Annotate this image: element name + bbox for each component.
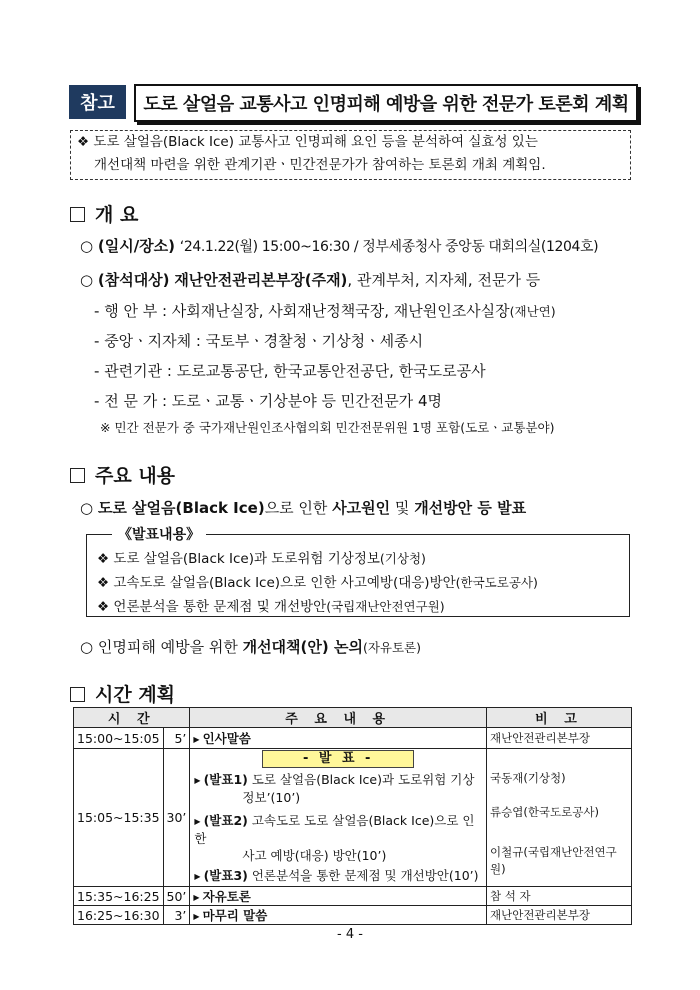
square-bullet-icon [70, 468, 85, 483]
column-header-time: 시 간 [74, 708, 190, 728]
diamond-bullet-icon: ❖ [97, 575, 114, 591]
document-title: 도로 살얼음 교통사고 인명피해 예방을 위한 전문가 토론회 계획 [134, 84, 638, 122]
presentation-2-cont: 사고 예방(대응) 방안(10’) [242, 848, 387, 863]
page-number: - 4 - [337, 927, 363, 942]
reference-mark-icon: ※ [100, 420, 115, 435]
participants-line: ○ (참석대상) 재난안전관리본부장(주재), 관계부처, 지자체, 전문가 등 [80, 271, 541, 289]
section-heading-main-content: 주요 내용 [70, 461, 175, 488]
participant-item: - 전 문 가 : 도로ㆍ교통ㆍ기상분야 등 민간전문가 4명 [94, 392, 442, 410]
presentation-1: ▶ (발표1) 도로 살얼음(Black Ice)과 도로위험 기상 [194, 772, 475, 787]
triangle-bullet-icon: ▶ [194, 872, 201, 881]
time-cell: 15:00~15:05 [74, 728, 164, 749]
duration-cell: 50’ [163, 887, 190, 906]
circle-bullet-icon: ○ [80, 499, 98, 517]
note-cell: 재난안전관리본부장 [487, 906, 632, 925]
triangle-bullet-icon: ▶ [193, 735, 200, 744]
participants-note: ※ 민간 전문가 중 국가재난원인조사협의회 민간전문위원 1명 포함(도로ㆍ교통분야) [100, 420, 555, 435]
time-cell: 16:25~16:30 [74, 906, 164, 925]
table-row [74, 728, 632, 749]
participant-item: - 중앙ㆍ지자체 : 국토부ㆍ경찰청ㆍ기상청ㆍ세종시 [94, 332, 424, 350]
table-header-row [74, 708, 632, 728]
table-row [74, 749, 632, 887]
content-cell: ▶ 인사말씀 [190, 728, 487, 749]
duration-cell: 30’ [163, 749, 190, 887]
presentation-content-box [86, 534, 630, 617]
title-tag: 참고 [69, 85, 126, 119]
schedule-line: ○ (일시/장소) ‘24.1.22(월) 15:00~16:30 / 정부세종청사 중앙동 대회의실(1204호) [80, 237, 599, 255]
presentation-3: ▶ (발표3) 언론분석을 통한 문제점 및 개선방안(10’) [194, 868, 479, 883]
duration-cell: 3’ [163, 906, 190, 925]
content-box-title: 《발표내용》 [112, 524, 206, 544]
participant-item: - 행 안 부 : 사회재난실장, 사회재난정책국장, 재난원인조사실장(재난연) [94, 302, 556, 320]
triangle-bullet-icon: ▶ [194, 776, 201, 785]
summary-box [70, 130, 631, 180]
note-cell: 참 석 자 [487, 887, 632, 906]
triangle-bullet-icon: ▶ [194, 817, 201, 826]
timetable [73, 707, 632, 925]
table-row [74, 906, 632, 925]
summary-line: 개선대책 마련을 위한 관계기관ㆍ민간전문가가 참여하는 토론회 개최 계획임. [94, 157, 546, 173]
presenter-1: 국동재(기상청) [490, 771, 566, 785]
presenter-2: 류승엽(한국도로공사) [490, 805, 599, 819]
triangle-bullet-icon: ▶ [193, 912, 200, 921]
circle-bullet-icon: ○ [80, 271, 98, 289]
presenter-3: 이철규(국립재난안전연구원) [490, 845, 617, 876]
triangle-bullet-icon: ▶ [193, 893, 200, 902]
content-cell: ▶ 마무리 말씀 [190, 906, 487, 925]
summary-line: ❖ 도로 살얼음(Black Ice) 교통사고 인명피해 요인 등을 분석하여 실효성 있는 [77, 134, 538, 150]
circle-bullet-icon: ○ [80, 237, 98, 255]
square-bullet-icon [70, 687, 85, 702]
presentation-item: ❖ 고속도로 살얼음(Black Ice)으로 인한 사고예방(대응)방안(한국도로공사) [97, 575, 538, 591]
table-row [74, 887, 632, 906]
time-cell: 15:35~16:25 [74, 887, 164, 906]
section-heading-timetable: 시간 계획 [70, 680, 175, 707]
presentation-item: ❖ 도로 살얼음(Black Ice)과 도로위험 기상정보(기상청) [97, 551, 426, 567]
main-point-2: ○ 인명피해 예방을 위한 개선대책(안) 논의(자유토론) [80, 638, 422, 656]
presentations-cell [190, 749, 487, 887]
participant-item: - 관련기관 : 도로교통공단, 한국교통안전공단, 한국도로공사 [94, 362, 486, 380]
presentation-2: ▶ (발표2) 고속도로 도로 살얼음(Black Ice)으로 인한 [194, 813, 475, 846]
column-header-content: 주 요 내 용 [190, 708, 487, 728]
presentation-label: - 발 표 - [262, 750, 414, 768]
main-point-1: ○ 도로 살얼음(Black Ice)으로 인한 사고원인 및 개선방안 등 발표 [80, 499, 527, 517]
time-cell: 15:05~15:35 [74, 749, 164, 887]
presentation-1-cont: 정보’(10’) [242, 790, 301, 805]
diamond-bullet-icon: ❖ [77, 134, 94, 150]
diamond-bullet-icon: ❖ [97, 551, 114, 567]
presentation-item: ❖ 언론분석을 통한 문제점 및 개선방안(국립재난안전연구원) [97, 599, 445, 615]
circle-bullet-icon: ○ [80, 638, 98, 656]
presenters-cell [487, 749, 632, 887]
section-heading-overview: 개 요 [70, 200, 138, 227]
diamond-bullet-icon: ❖ [97, 599, 114, 615]
content-cell: ▶ 자유토론 [190, 887, 487, 906]
duration-cell: 5’ [163, 728, 190, 749]
column-header-note: 비 고 [487, 708, 632, 728]
note-cell: 재난안전관리본부장 [487, 728, 632, 749]
square-bullet-icon [70, 207, 85, 222]
